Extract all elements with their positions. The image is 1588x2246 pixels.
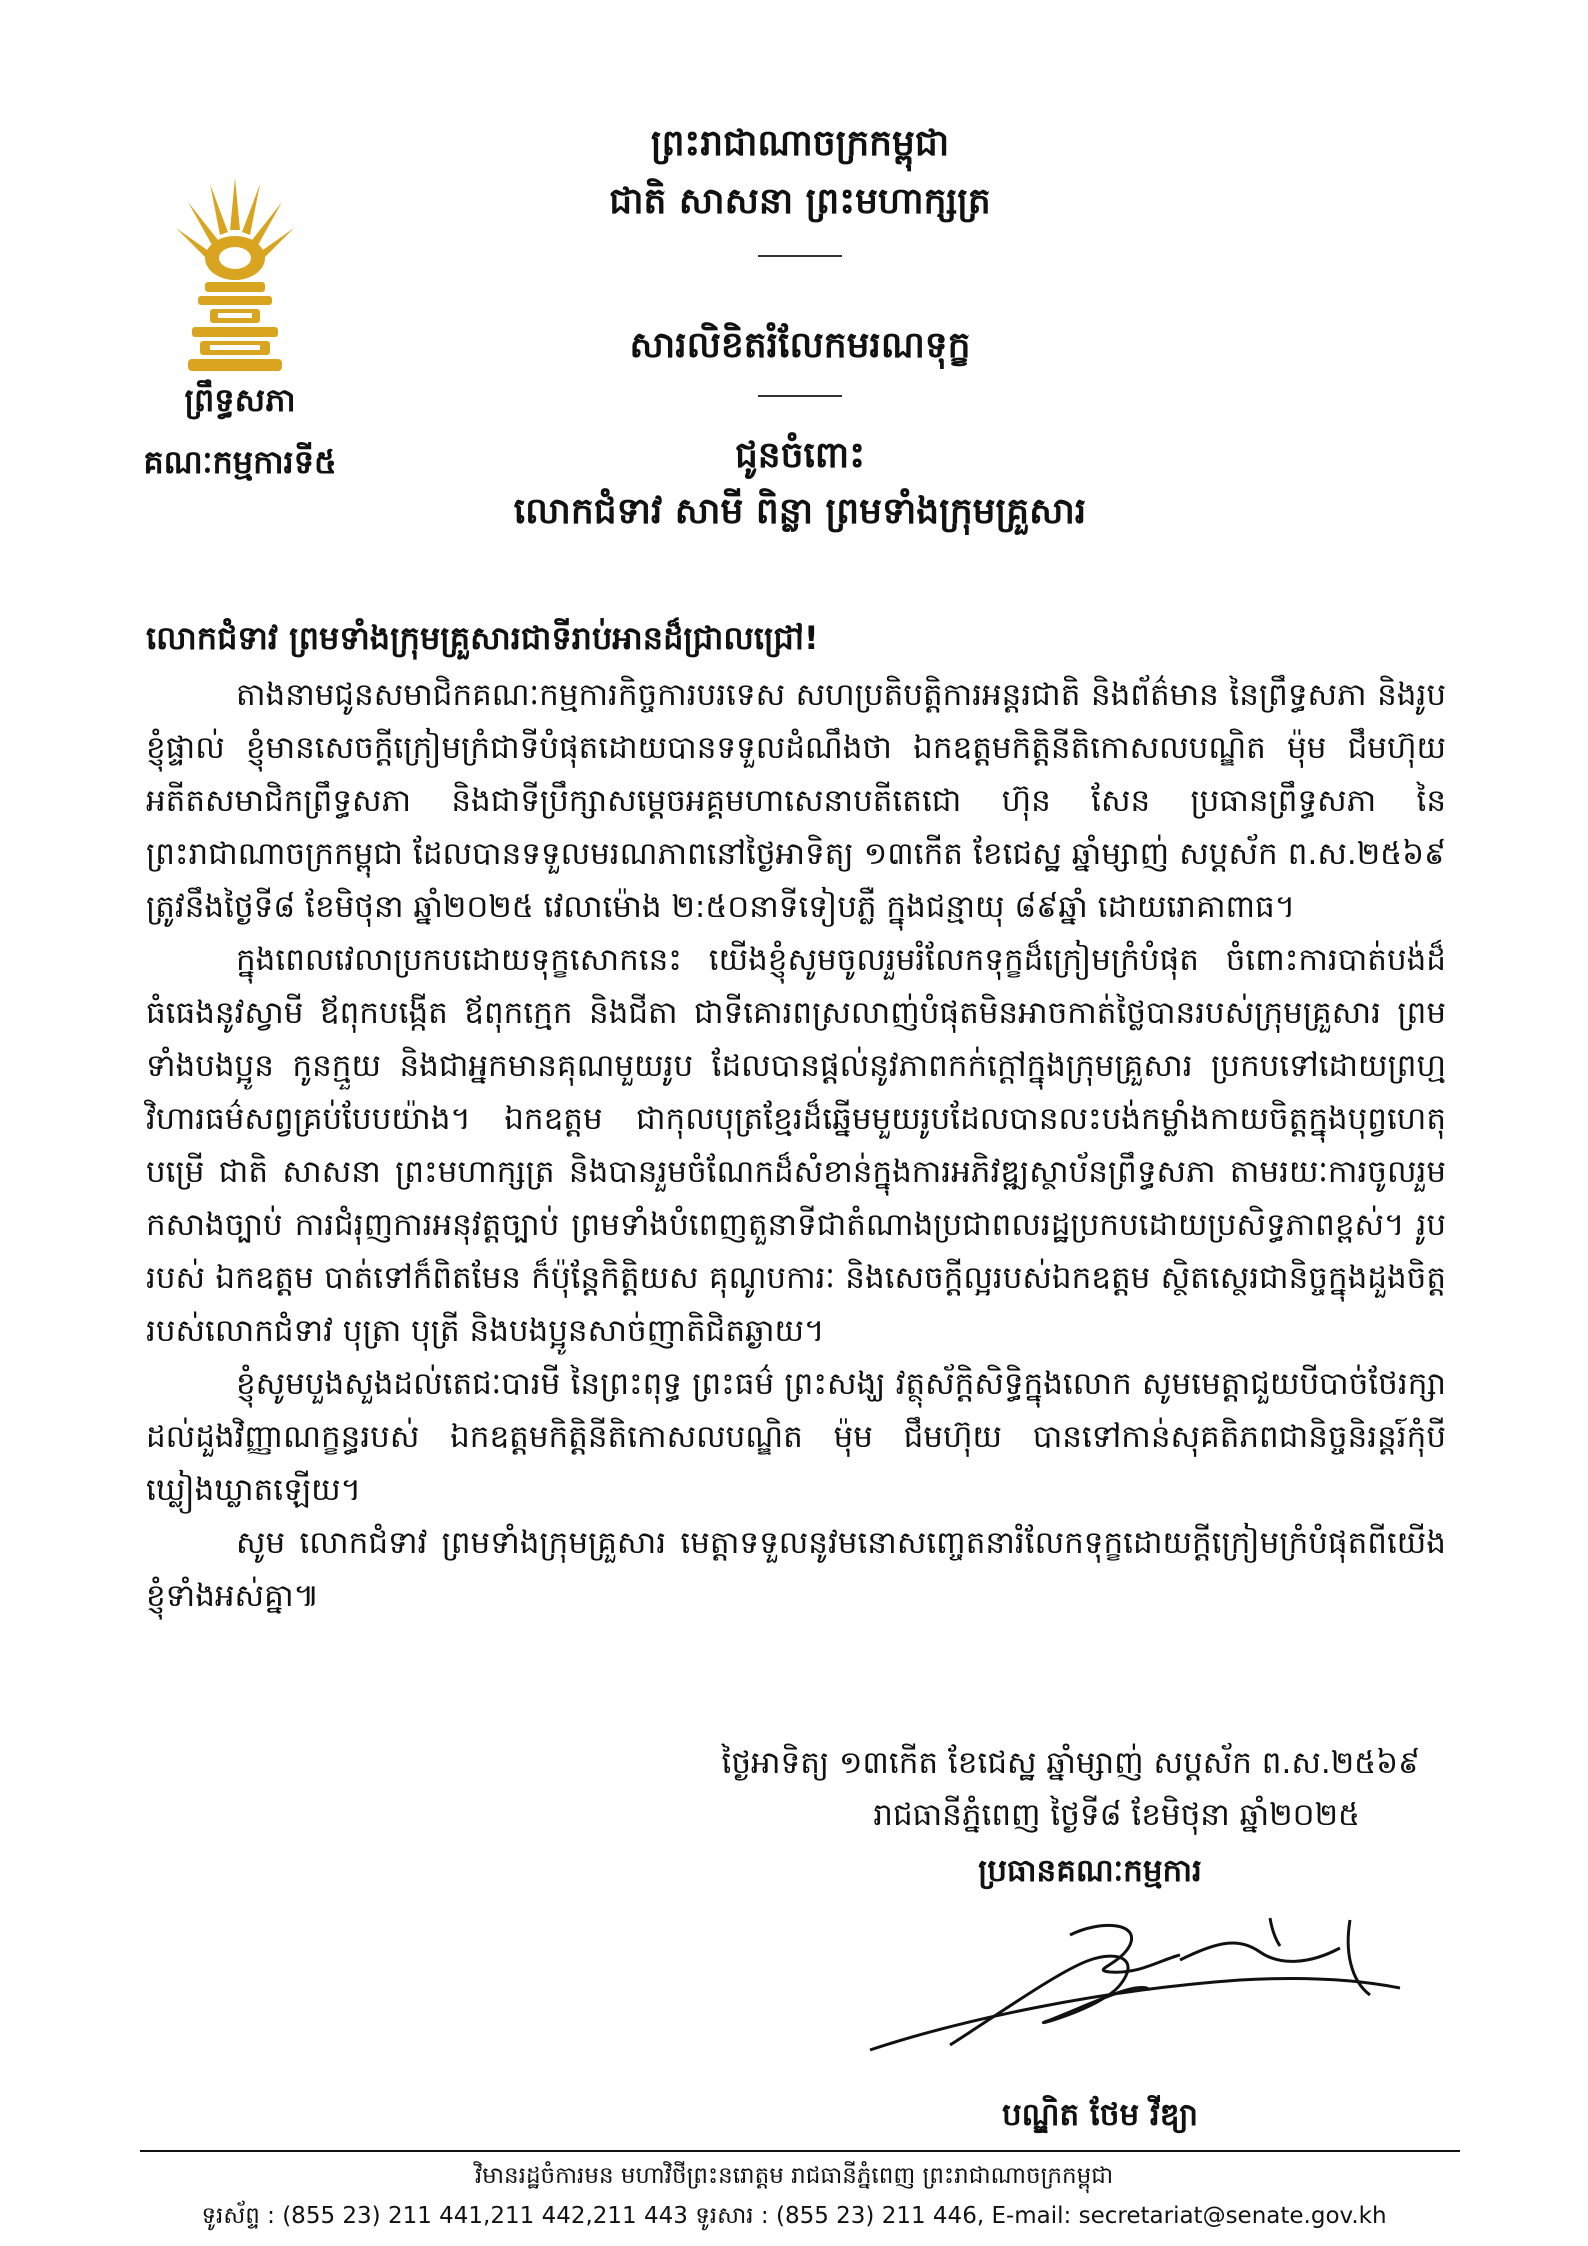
footer-divider	[140, 2150, 1460, 2152]
document-title: សារលិខិតរំលែកមរណទុក្ខ	[629, 325, 971, 366]
footer-contact: ទូរស័ព្ទ : (855 23) 211 441,211 442,211 443 ទូរសារ : (855 23) 211 446, E-mail: secretariat@senate.gov.kh	[201, 2203, 1387, 2229]
place-date: រាជធានីភ្នំពេញ ថ្ងៃទី៨ ខែមិថុនា ឆ្នាំ២០២៥	[873, 1797, 1360, 1833]
signer-position: ប្រធានគណៈកម្មការ	[978, 1853, 1202, 1889]
paragraph-4: សូម លោកជំទាវ ព្រមទាំងក្រុមគ្រួសារ មេត្តាទទួលនូវមនោសញ្ចេតនារំលែកទុក្ខដោយក្តីក្រៀមក្រំបំផុតពីយើងខ្ញុំទាំងអស់គ្នា៕	[146, 1525, 1446, 1614]
salutation: លោកជំទាវ ព្រមទាំងក្រុមគ្រួសារជាទីរាប់អានដ៏ជ្រាលជ្រៅ!	[146, 619, 819, 657]
signature	[840, 1900, 1480, 2070]
paragraph-3: ខ្ញុំសូមបួងសួងដល់តេជៈបារមី នៃព្រះពុទ្ធ ព្រះធម៌ ព្រះសង្ឃ វត្ថុស័ក្តិសិទ្ធិក្នុងលោក សូមមេត្តាជួយបីបាច់ថែរក្សាដល់ដួងវិញ្ញាណក្ខន្ធរបស់ ឯកឧត្តមកិត្តិនីតិកោសលបណ្ឌិត ម៉ុម ជឹមហ៊ុយ បានទៅកាន់សុគតិភពជានិច្ចនិរន្តរ៍កុំបីឃ្លៀងឃ្លាតឡើយ។	[146, 1366, 1446, 1508]
letter-body	[146, 612, 1446, 1623]
paragraph-2: ក្នុងពេលវេលាប្រកបដោយទុក្ខសោកនេះ យើងខ្ញុំសូមចូលរួមរំលែកទុក្ខដ៏ក្រៀមក្រំបំផុត ចំពោះការបាត់បង់ដ៏ធំធេងនូវស្វាមី ឪពុកបង្កើត ឪពុកក្មេក និងជីតា ជាទីគោរពស្រលាញ់បំផុតមិនអាចកាត់ថ្លៃបានរបស់ក្រុមគ្រួសារ ព្រមទាំងបងប្អូន កូនក្មួយ និងជាអ្នកមានគុណមួយរូប ដែលបានផ្តល់នូវភាពកក់ក្តៅក្នុងក្រុមគ្រួសារ ប្រកបទៅដោយព្រហ្មវិហារធម៌សព្វគ្រប់បែបយ៉ាង។ ឯកឧត្តម ជាកុលបុត្រខ្មែរដ៏ឆ្នើមមួយរូបដែលបានលះបង់កម្លាំងកាយចិត្តក្នុងបុព្វហេតុបម្រើ ជាតិ សាសនា ព្រះមហាក្សត្រ និងបានរួមចំណែកដ៏សំខាន់ក្នុងការអភិវឌ្ឍស្ថាប័នព្រឹទ្ធសភា តាមរយៈការចូលរួមកសាងច្បាប់ ការជំរុញការអនុវត្តច្បាប់ ព្រមទាំងបំពេញតួនាទីជាតំណាងប្រជាពលរដ្ឋប្រកបដោយប្រសិទ្ធភាពខ្ពស់។ រូបរបស់ ឯកឧត្តម បាត់ទៅក៏ពិតមែន ក៏ប៉ុន្តែកិត្តិយស គុណូបការៈ និងសេចក្តីល្អរបស់ឯកឧត្តម ស្ថិតស្ថេរជានិច្ចក្នុងដួងចិត្តរបស់លោកជំទាវ បុត្រា បុត្រី និងបងប្អូនសាច់ញាតិជិតឆ្ងាយ។	[146, 942, 1446, 1349]
addressee-label: ជូនចំពោះ	[734, 435, 866, 476]
header-divider-1	[758, 255, 842, 257]
header-divider-2	[758, 395, 842, 397]
recipient-name: លោកជំទាវ សាមី ពិន្លា ព្រមទាំងក្រុមគ្រួសារ	[513, 491, 1087, 532]
org-name: ព្រឹទ្ធសភា	[184, 381, 296, 419]
senate-emblem-icon	[170, 170, 300, 380]
kingdom-title: ព្រះរាជាណាចក្រកម្ពុជា	[650, 123, 950, 164]
paragraph-1: តាងនាមជូនសមាជិកគណៈកម្មការកិច្ចការបរទេស សហប្រតិបត្តិការអន្តរជាតិ និងព័ត៌មាន នៃព្រឹទ្ធសភា និងរូបខ្ញុំផ្ទាល់ ខ្ញុំមានសេចក្តីក្រៀមក្រំជាទីបំផុតដោយបានទទួលដំណឹងថា ឯកឧត្តមកិត្តិនីតិកោសលបណ្ឌិត ម៉ុម ជឹមហ៊ុយ អតីតសមាជិកព្រឹទ្ធសភា និងជាទីប្រឹក្សាសម្តេចអគ្គមហាសេនាបតីតេជោ ហ៊ុន សែន ប្រធានព្រឹទ្ធសភា នៃព្រះរាជាណាចក្រកម្ពុជា ដែលបានទទួលមរណភាពនៅថ្ងៃអាទិត្យ ១៣កើត ខែជេស្ឋ ឆ្នាំម្សាញ់ សប្តស័ក ព.ស.២៥៦៩ ត្រូវនឹងថ្ងៃទី៨ ខែមិថុនា ឆ្នាំ២០២៥ វេលាម៉ោង ២:៥០នាទីទៀបភ្លឺ ក្នុងជន្មាយុ ៨៩ឆ្នាំ ដោយរោគាពាធ។	[146, 677, 1446, 925]
org-committee: គណៈកម្មការទី៥	[143, 443, 337, 481]
national-motto: ជាតិ សាសនា ព្រះមហាក្សត្រ	[609, 181, 991, 222]
footer-address: វិមានរដ្ឋចំការមន មហាវិថីព្រះនរោត្តម រាជធានីភ្នំពេញ ព្រះរាជាណាចក្រកម្ពុជា	[474, 2163, 1114, 2189]
signature-scribble-icon	[840, 1900, 1480, 2070]
lunar-date: ថ្ងៃអាទិត្យ ១៣កើត ខែជេស្ឋ ឆ្នាំម្សាញ់ សប្តស័ក ព.ស.២៥៦៩	[721, 1745, 1420, 1781]
signer-name: បណ្ឌិត ថែម វីឌ្យា	[1001, 2097, 1199, 2133]
senate-emblem	[170, 170, 300, 380]
